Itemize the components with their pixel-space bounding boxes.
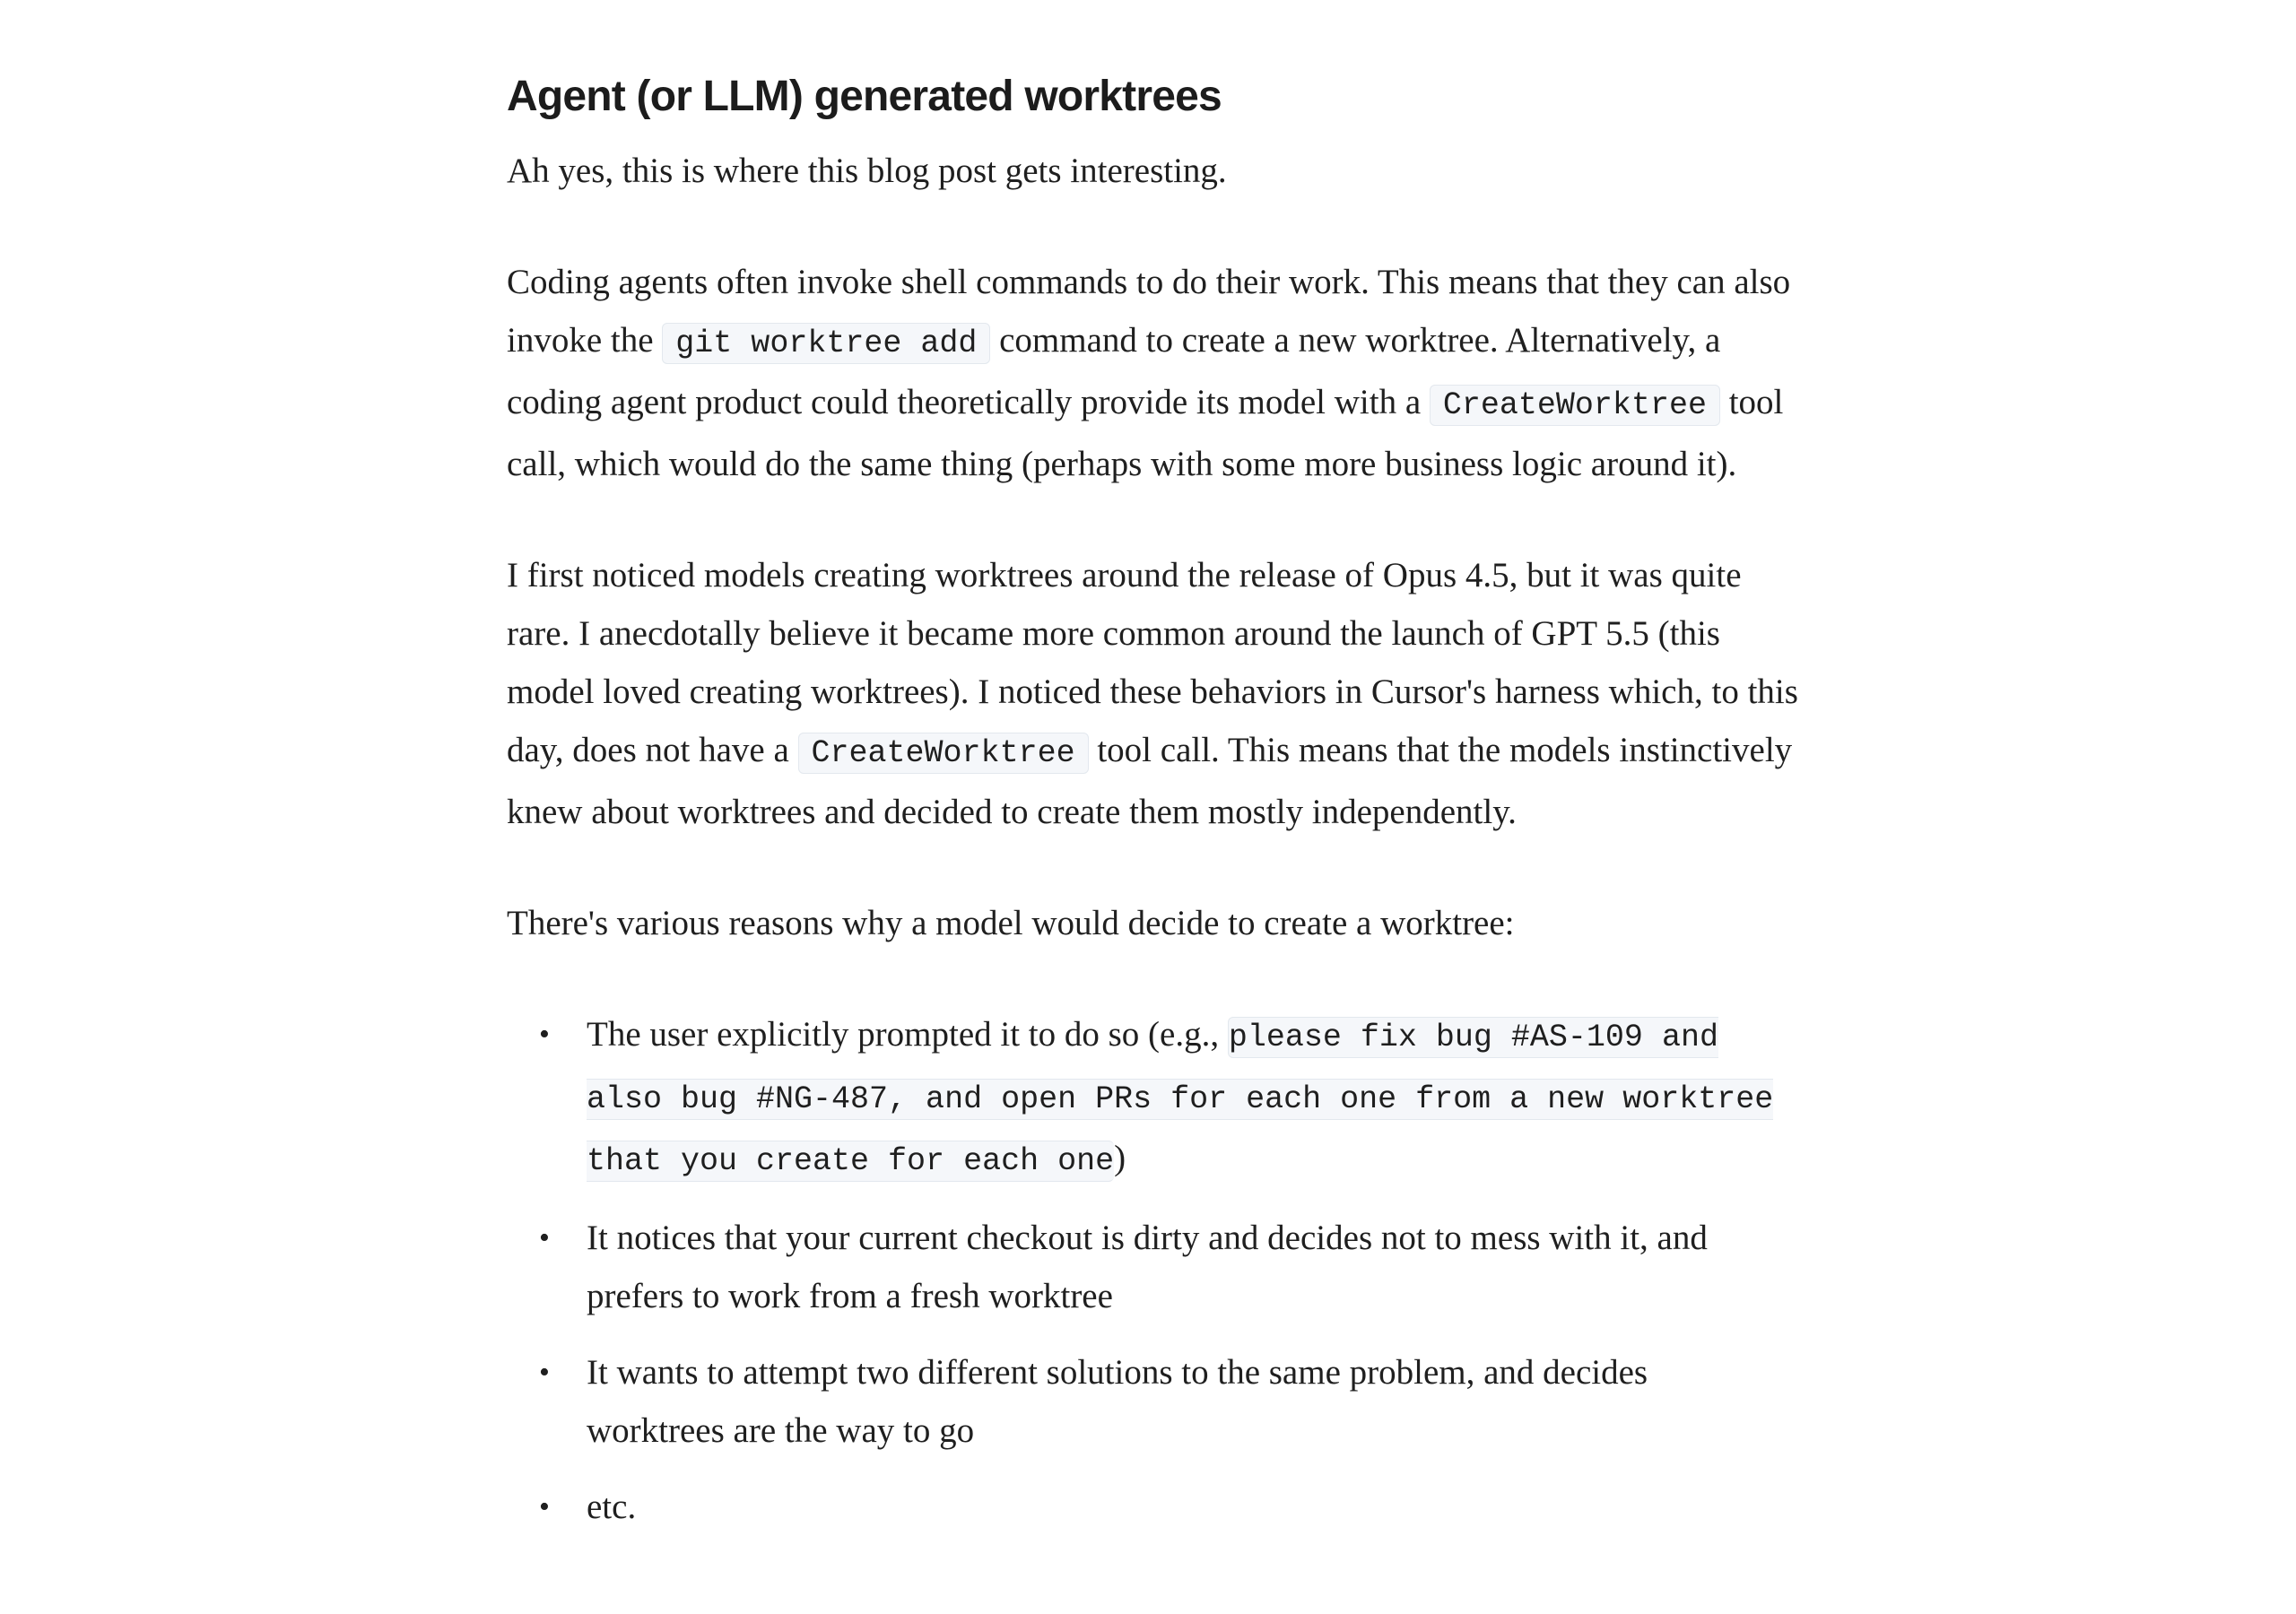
list-item-text: It wants to attempt two different solutions to the same problem, and decides worktrees are the way to go — [587, 1353, 1648, 1450]
bullet-icon: • — [539, 1221, 550, 1254]
bullet-icon: • — [539, 1356, 550, 1389]
paragraph-text: Coding agents often invoke shell commands to do their work. This means that they can also invoke the — [507, 263, 1791, 360]
paragraph-text: I first noticed models creating worktrees around the release of Opus 4.5, but it was quite rare. I anecdotally believe it became more common around the launch of GPT 5.5 (this model loved creating worktrees). I noticed these behaviors in Cursor's harness which, to this day, does not have a — [507, 556, 1798, 769]
list-item-text: etc. — [587, 1488, 637, 1526]
shell-commands-paragraph — [507, 253, 1798, 493]
bullet-icon: • — [539, 1490, 550, 1523]
blog-article — [507, 68, 1798, 1554]
section-heading: Agent (or LLM) generated worktrees — [507, 73, 1222, 120]
paragraph-text: command to create a new worktree. Alternatively, a coding agent product could theoretically provide its model with a — [507, 321, 1721, 421]
reasons-list — [507, 1005, 1798, 1536]
list-item — [507, 1478, 1788, 1536]
inline-code-prompt-example: please fix bug #AS-109 and also bug #NG-487, and open PRs for each one from a new worktree that you create for each one — [587, 1017, 1773, 1182]
list-item — [507, 1209, 1788, 1325]
intro-paragraph: Ah yes, this is where this blog post gets interesting. — [507, 152, 1227, 190]
paragraph-text: tool call, which would do the same thing (perhaps with some more business logic around it). — [507, 383, 1784, 483]
reasons-intro-paragraph: There's various reasons why a model would decide to create a worktree: — [507, 904, 1515, 942]
bullet-icon: • — [539, 1018, 550, 1051]
list-item — [507, 1005, 1788, 1191]
inline-code-git-worktree-add: git worktree add — [662, 323, 990, 364]
list-item — [507, 1343, 1788, 1460]
list-item-text: ) — [1114, 1139, 1126, 1177]
list-item-text: The user explicitly prompted it to do so (e.g., — [587, 1015, 1228, 1054]
inline-code-createworktree: CreateWorktree — [1430, 385, 1720, 426]
observations-paragraph — [507, 546, 1798, 841]
paragraph-text: tool call. This means that the models instinctively knew about worktrees and decided to create them mostly independently. — [507, 731, 1793, 831]
list-item-text: It notices that your current checkout is dirty and decides not to mess with it, and prefers to work from a fresh worktree — [587, 1219, 1708, 1315]
inline-code-createworktree: CreateWorktree — [798, 733, 1089, 774]
